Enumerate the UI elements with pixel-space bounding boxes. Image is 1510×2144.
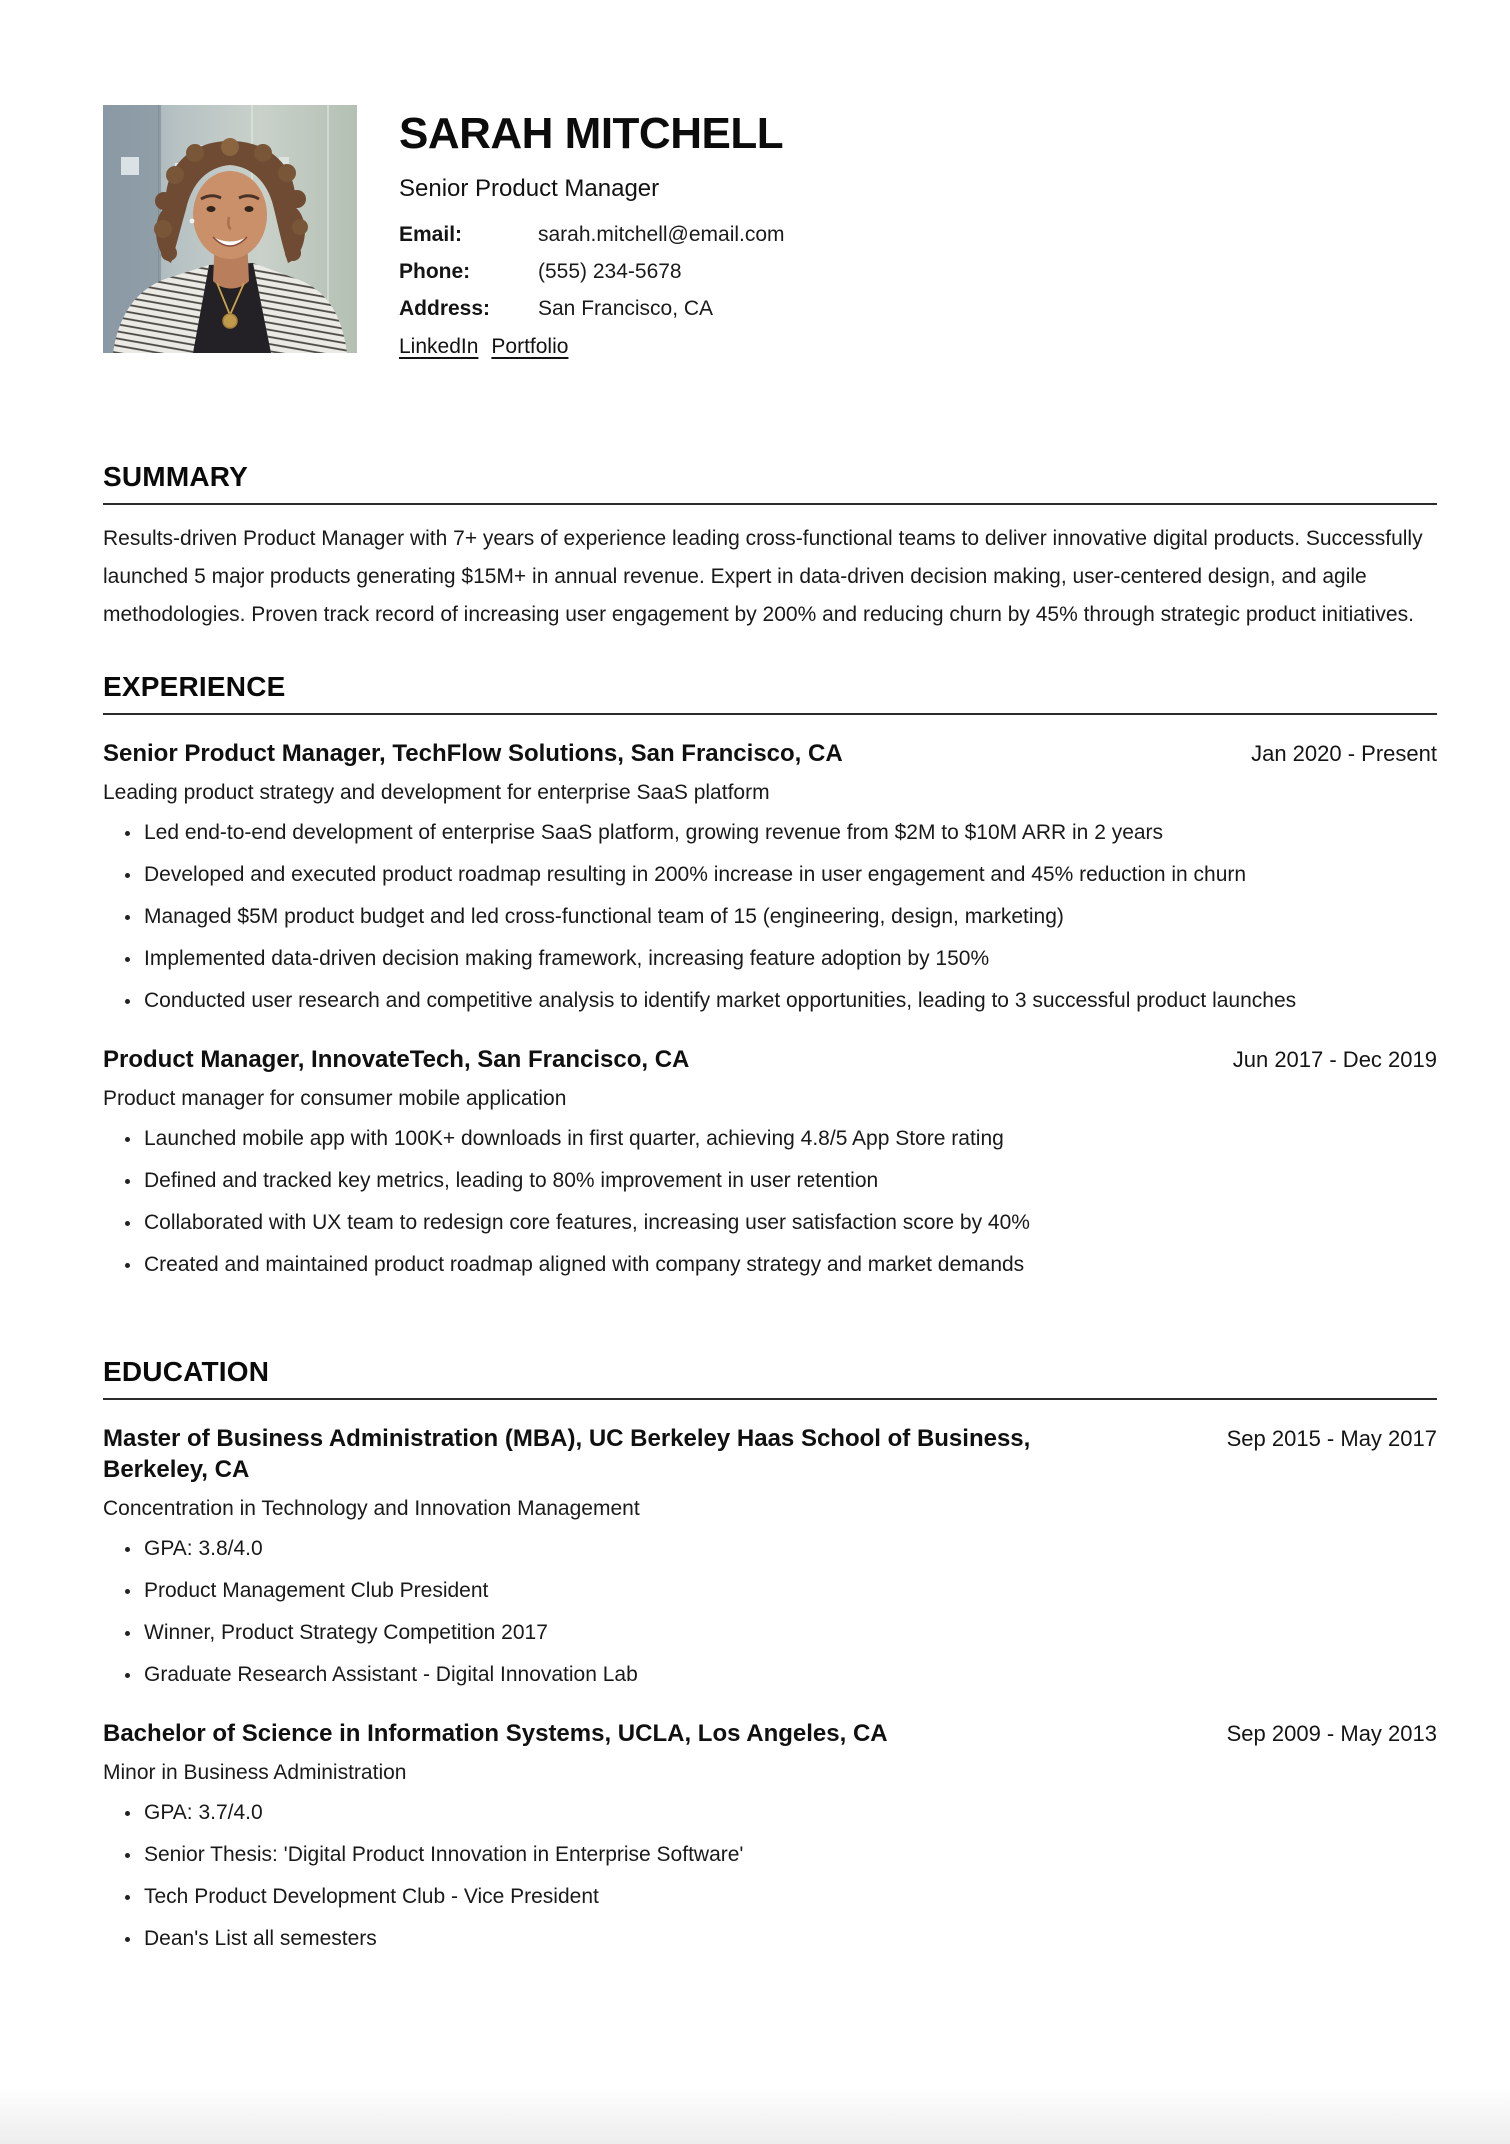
address-value: San Francisco, CA	[538, 297, 714, 320]
bullet-item: Managed $5M product budget and led cross-functional team of 15 (engineering, design, marketing)	[103, 899, 1437, 935]
person-title: Senior Product Manager	[399, 175, 660, 202]
bullet-item: Winner, Product Strategy Competition 2017	[103, 1615, 1437, 1651]
bullet-item: Created and maintained product roadmap aligned with company strategy and market demands	[103, 1247, 1437, 1283]
job-bullets	[103, 815, 1437, 1019]
bullet-item: Tech Product Development Club - Vice President	[103, 1879, 1437, 1915]
entry-header	[103, 1423, 1437, 1485]
summary-text: Results-driven Product Manager with 7+ years of experience leading cross-functional teams to deliver innovative digital products. Successfully launched 5 major products generating $15M+ in annual revenue. Expert in data-driven decision making, user-centered design, and agile methodologies. Proven track record of increasing user engagement by 200% and reducing churn by 45% through strategic product initiatives.	[103, 527, 1423, 626]
degree-dates: Sep 2015 - May 2017	[1226, 1426, 1437, 1451]
bullet-item: Led end-to-end development of enterprise SaaS platform, growing revenue from $2M to $10M ARR in 2 years	[103, 815, 1437, 851]
portfolio-link[interactable]: Portfolio	[491, 335, 569, 358]
summary-section	[103, 460, 1437, 634]
bullet-item: Graduate Research Assistant - Digital Innovation Lab	[103, 1657, 1437, 1693]
degree-dates: Sep 2009 - May 2013	[1226, 1721, 1437, 1746]
email-value: sarah.mitchell@email.com	[538, 223, 785, 246]
linkedin-link[interactable]: LinkedIn	[399, 335, 479, 358]
job-dates: Jun 2017 - Dec 2019	[1232, 1047, 1437, 1072]
bullet-item: Product Management Club President	[103, 1573, 1437, 1609]
profile-links	[399, 335, 785, 359]
bullet-item: GPA: 3.8/4.0	[103, 1531, 1437, 1567]
experience-entry	[103, 738, 1437, 1019]
bullet-item: Defined and tracked key metrics, leading to 80% improvement in user retention	[103, 1163, 1437, 1199]
bullet-item: Collaborated with UX team to redesign core features, increasing user satisfaction score by 40%	[103, 1205, 1437, 1241]
education-heading: EDUCATION	[103, 1355, 1437, 1400]
profile-photo-illustration	[103, 105, 357, 353]
job-title: Product Manager, InnovateTech, San Francisco, CA	[103, 1046, 690, 1073]
job-bullets	[103, 1121, 1437, 1283]
entry-header	[103, 1044, 1437, 1075]
page-bottom-fade	[0, 2086, 1510, 2144]
degree-bullets	[103, 1531, 1437, 1693]
degree-subtitle: Minor in Business Administration	[103, 1761, 407, 1784]
degree-bullets	[103, 1795, 1437, 1957]
experience-section	[103, 670, 1437, 1283]
email-label: Email:	[399, 223, 463, 246]
bullet-item: Conducted user research and competitive analysis to identify market opportunities, leading to 3 successful product launches	[103, 983, 1437, 1019]
job-subtitle: Leading product strategy and development for enterprise SaaS platform	[103, 781, 770, 804]
bullet-item: GPA: 3.7/4.0	[103, 1795, 1437, 1831]
phone-value: (555) 234-5678	[538, 260, 682, 283]
bullet-item: Developed and executed product roadmap resulting in 200% increase in user engagement and 45% reduction in churn	[103, 857, 1437, 893]
summary-heading: SUMMARY	[103, 460, 1437, 505]
contact-info	[399, 224, 785, 320]
person-name: SARAH MITCHELL	[399, 109, 784, 158]
phone-label: Phone:	[399, 260, 471, 283]
profile-photo	[103, 105, 357, 353]
bullet-item: Senior Thesis: 'Digital Product Innovation in Enterprise Software'	[103, 1837, 1437, 1873]
experience-heading: EXPERIENCE	[103, 670, 1437, 715]
identity-block	[399, 105, 785, 359]
job-subtitle: Product manager for consumer mobile application	[103, 1087, 567, 1110]
address-label: Address:	[399, 297, 491, 320]
education-entry	[103, 1718, 1437, 1957]
experience-entry	[103, 1044, 1437, 1283]
job-dates: Jan 2020 - Present	[1251, 741, 1437, 766]
resume-header	[103, 105, 1437, 359]
entry-header	[103, 738, 1437, 769]
bullet-item: Launched mobile app with 100K+ downloads in first quarter, achieving 4.8/5 App Store rating	[103, 1121, 1437, 1157]
education-entry	[103, 1423, 1437, 1693]
job-title: Senior Product Manager, TechFlow Solutions, San Francisco, CA	[103, 740, 843, 767]
entry-header	[103, 1718, 1437, 1749]
bullet-item: Implemented data-driven decision making framework, increasing feature adoption by 150%	[103, 941, 1437, 977]
degree-subtitle: Concentration in Technology and Innovation Management	[103, 1497, 640, 1520]
degree-title: Master of Business Administration (MBA), UC Berkeley Haas School of Business, Berkeley, CA	[103, 1425, 1031, 1483]
degree-title: Bachelor of Science in Information Systems, UCLA, Los Angeles, CA	[103, 1720, 888, 1747]
bullet-item: Dean's List all semesters	[103, 1921, 1437, 1957]
education-section	[103, 1355, 1437, 1957]
